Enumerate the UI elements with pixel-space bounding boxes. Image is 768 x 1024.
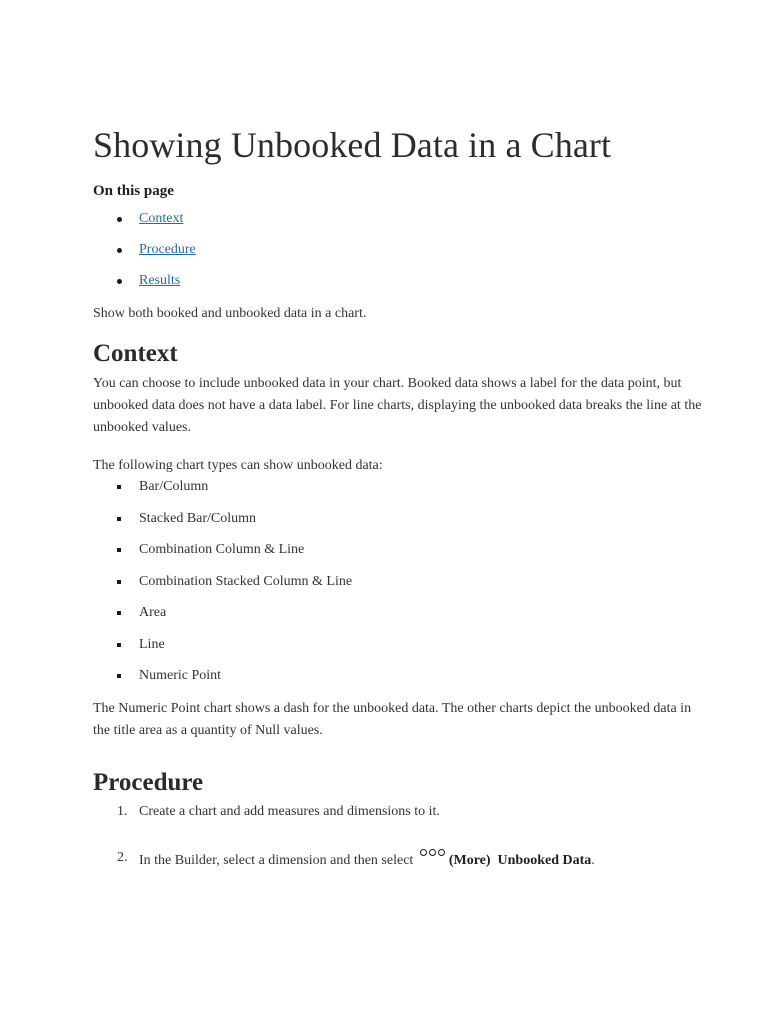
context-heading: Context (93, 340, 178, 367)
step-number: 1. (117, 803, 128, 819)
on-this-page-list (93, 209, 708, 291)
toc-link-procedure[interactable]: Procedure (139, 242, 196, 257)
intro-paragraph: Show both booked and unbooked data in a chart. (93, 306, 367, 321)
procedure-heading: Procedure (93, 768, 204, 796)
toc-item-procedure (139, 240, 708, 260)
list-item: Bar/Column (139, 477, 708, 497)
list-item: Stacked Bar/Column (139, 509, 708, 529)
list-item: Numeric Point (139, 666, 708, 686)
step-end: . (591, 852, 595, 868)
list-item: Area (139, 603, 708, 623)
toc-item-results (139, 271, 708, 291)
numeric-point-note: The Numeric Point chart shows a dash for the unbooked data. The other charts depict the unbooked data in the title area as a quantity of Null values. (93, 700, 692, 738)
context-paragraph: You can choose to include unbooked data in your chart. Booked data shows a label for the data point, but unbooked data does not have a data label. For line charts, displaying the unbooked data breaks the line at the unbooked values. (93, 376, 702, 435)
procedure-step-2 (117, 848, 708, 871)
toc-link-context[interactable]: Context (139, 211, 184, 226)
procedure-steps (93, 802, 708, 871)
list-item: Combination Stacked Column & Line (139, 572, 708, 592)
step-text: In the Builder, select a dimension and then select (139, 852, 414, 868)
unbooked-data-label: Unbooked Data (497, 852, 592, 868)
chart-types-intro: The following chart types can show unbooked data: (93, 458, 383, 473)
more-label: (More) (448, 852, 491, 868)
toc-item-context (139, 209, 708, 229)
chart-types-list (93, 477, 708, 686)
list-item: Combination Column & Line (139, 540, 708, 560)
more-dots-icon (419, 848, 447, 860)
on-this-page-heading: On this page (93, 183, 174, 199)
procedure-step-1 (117, 802, 708, 822)
list-item: Line (139, 635, 708, 655)
step-text: Create a chart and add measures and dimensions to it. (139, 803, 440, 819)
toc-link-results[interactable]: Results (139, 273, 181, 288)
step-number: 2. (117, 849, 128, 865)
page-title: Showing Unbooked Data in a Chart (93, 125, 612, 165)
